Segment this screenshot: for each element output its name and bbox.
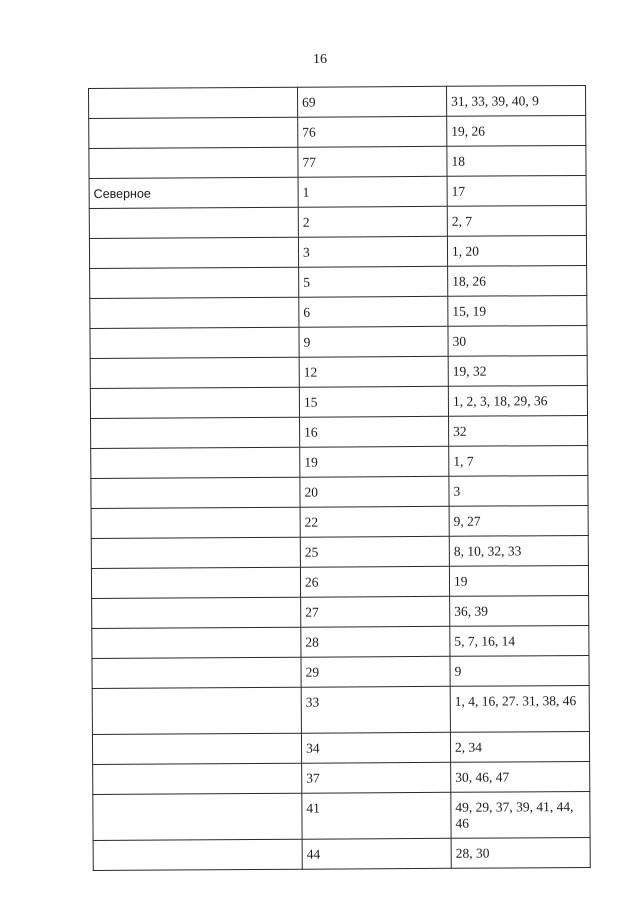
row-name-cell bbox=[89, 237, 298, 268]
table-row bbox=[91, 565, 588, 598]
row-name-cell bbox=[90, 327, 299, 358]
row-values-cell: 18 bbox=[447, 145, 586, 176]
row-name-cell bbox=[91, 447, 300, 478]
row-number-cell: 27 bbox=[301, 596, 450, 627]
row-values-cell: 9, 27 bbox=[449, 505, 588, 536]
table-row bbox=[91, 475, 588, 508]
table-row bbox=[92, 595, 589, 628]
table-row bbox=[90, 385, 587, 418]
table-row bbox=[90, 295, 587, 328]
row-number-cell: 3 bbox=[298, 236, 447, 267]
row-name-cell bbox=[93, 763, 302, 794]
row-values-cell: 32 bbox=[449, 415, 588, 446]
row-values-cell: 19, 26 bbox=[447, 115, 586, 146]
row-number-cell: 19 bbox=[300, 446, 449, 477]
row-number-cell: 6 bbox=[299, 296, 448, 327]
row-name-cell bbox=[90, 387, 299, 418]
row-name-cell bbox=[91, 477, 300, 508]
row-values-cell: 17 bbox=[447, 175, 586, 206]
row-name-cell bbox=[90, 357, 299, 388]
row-name-cell bbox=[91, 537, 300, 568]
row-values-cell: 2, 34 bbox=[450, 731, 589, 762]
table-row bbox=[89, 145, 586, 178]
row-name-cell bbox=[89, 117, 298, 148]
row-number-cell: 16 bbox=[300, 416, 449, 447]
row-number-cell: 5 bbox=[299, 266, 448, 297]
row-values-cell: 1, 4, 16, 27. 31, 38, 46 bbox=[450, 685, 589, 732]
row-name-cell bbox=[91, 417, 300, 448]
table-row bbox=[92, 625, 589, 658]
row-name-cell bbox=[89, 207, 298, 238]
row-name-cell bbox=[91, 567, 300, 598]
table-body bbox=[89, 85, 591, 870]
row-number-cell: 44 bbox=[302, 838, 451, 869]
table-row bbox=[90, 325, 587, 358]
row-name-cell bbox=[89, 147, 298, 178]
table-row bbox=[91, 535, 588, 568]
row-values-cell: 19, 32 bbox=[448, 355, 587, 386]
row-number-cell: 28 bbox=[301, 626, 450, 657]
row-number-cell: 77 bbox=[298, 146, 447, 177]
table-row bbox=[91, 445, 588, 478]
row-number-cell: 1 bbox=[298, 176, 447, 207]
row-values-cell: 30 bbox=[448, 325, 587, 356]
row-number-cell: 69 bbox=[297, 86, 446, 117]
row-number-cell: 15 bbox=[299, 386, 448, 417]
row-values-cell: 1, 7 bbox=[449, 445, 588, 476]
row-values-cell: 30, 46, 47 bbox=[451, 761, 590, 792]
table-row bbox=[89, 175, 586, 208]
row-values-cell: 31, 33, 39, 40, 9 bbox=[446, 85, 585, 116]
row-number-cell: 2 bbox=[298, 206, 447, 237]
row-number-cell: 20 bbox=[300, 476, 449, 507]
table-row bbox=[90, 355, 587, 388]
row-number-cell: 33 bbox=[301, 686, 450, 733]
table-row bbox=[92, 655, 589, 688]
table-row bbox=[89, 205, 586, 238]
row-name-cell bbox=[93, 793, 302, 840]
page-number: 16 bbox=[313, 52, 327, 67]
table-row bbox=[93, 761, 590, 794]
row-number-cell: 26 bbox=[300, 566, 449, 597]
row-values-cell: 5, 7, 16, 14 bbox=[450, 625, 589, 656]
row-number-cell: 29 bbox=[301, 656, 450, 687]
row-values-cell: 1, 20 bbox=[447, 235, 586, 266]
row-values-cell: 9 bbox=[450, 655, 589, 686]
row-values-cell: 2, 7 bbox=[447, 205, 586, 236]
row-name-cell: Северное bbox=[89, 177, 298, 208]
row-values-cell: 15, 19 bbox=[448, 295, 587, 326]
table-row bbox=[89, 115, 586, 148]
row-number-cell: 22 bbox=[300, 506, 449, 537]
row-name-cell bbox=[92, 657, 301, 688]
data-table bbox=[88, 85, 591, 871]
row-number-cell: 41 bbox=[302, 792, 451, 839]
table-row bbox=[92, 685, 589, 734]
table-row bbox=[89, 85, 586, 118]
row-values-cell: 28, 30 bbox=[451, 837, 590, 868]
row-name-cell bbox=[90, 267, 299, 298]
row-values-cell: 36, 39 bbox=[450, 595, 589, 626]
row-values-cell: 49, 29, 37, 39, 41, 44, 46 bbox=[451, 791, 590, 838]
row-name-cell bbox=[92, 627, 301, 658]
row-name-cell bbox=[91, 507, 300, 538]
row-values-cell: 18, 26 bbox=[448, 265, 587, 296]
row-number-cell: 37 bbox=[302, 762, 451, 793]
row-number-cell: 9 bbox=[299, 326, 448, 357]
table-row bbox=[92, 731, 589, 764]
row-values-cell: 8, 10, 32, 33 bbox=[449, 535, 588, 566]
row-name-cell bbox=[92, 733, 301, 764]
row-values-cell: 19 bbox=[449, 565, 588, 596]
row-number-cell: 76 bbox=[298, 116, 447, 147]
row-name-cell bbox=[93, 839, 302, 870]
table-row bbox=[91, 505, 588, 538]
row-number-cell: 12 bbox=[299, 356, 448, 387]
table-row bbox=[91, 415, 588, 448]
table-row bbox=[93, 837, 590, 870]
table-row bbox=[89, 235, 586, 268]
row-name-cell bbox=[92, 597, 301, 628]
row-name-cell bbox=[89, 87, 298, 118]
table-row bbox=[90, 265, 587, 298]
row-name-cell bbox=[90, 297, 299, 328]
table-row bbox=[93, 791, 590, 840]
row-number-cell: 34 bbox=[301, 732, 450, 763]
row-values-cell: 3 bbox=[449, 475, 588, 506]
row-name-cell bbox=[92, 687, 301, 734]
row-values-cell: 1, 2, 3, 18, 29, 36 bbox=[448, 385, 587, 416]
row-number-cell: 25 bbox=[300, 536, 449, 567]
